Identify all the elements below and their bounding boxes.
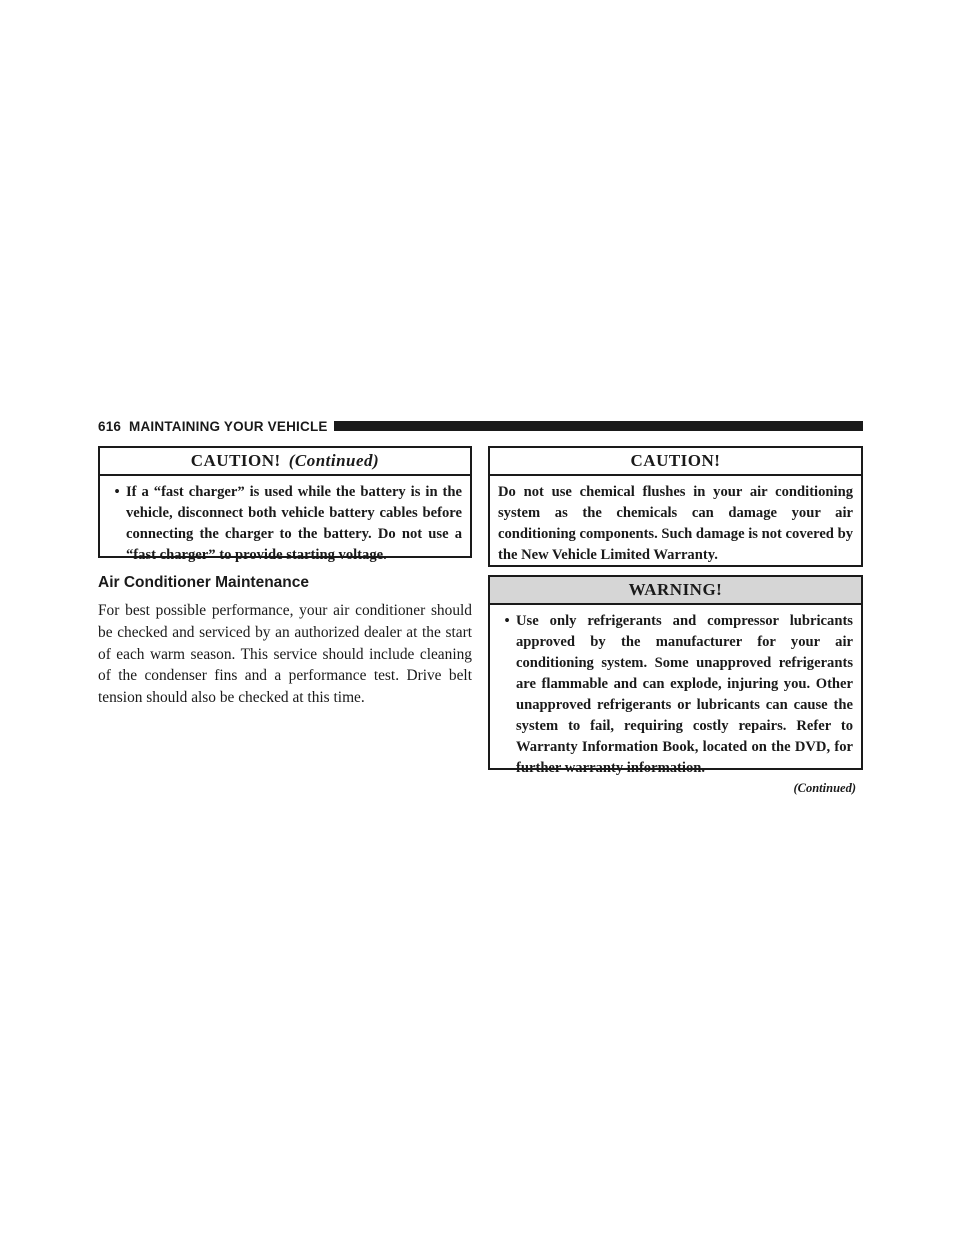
caution-box-text: Do not use chemical flushes in your air conditioning system as the chemicals can damage your air conditioning components. Such damage is not covered by the New Vehicle Limited Warranty. [498, 484, 853, 563]
warning-box [488, 575, 863, 776]
continued-label: (Continued) [288, 451, 380, 470]
caution-box-header [100, 448, 470, 476]
warning-box-header: WARNING! [490, 577, 861, 605]
section-title: MAINTAINING YOUR VEHICLE [129, 418, 328, 434]
body-paragraph: For best possible performance, your air conditioner should be checked and serviced by an authorized dealer at the start of each warm season. This service should include cleaning of the condenser fins and a performance test. Drive belt tension should also be checked at this time. [98, 602, 472, 707]
page-header-label [98, 419, 328, 434]
caution-box [488, 446, 863, 567]
header-rule [334, 421, 863, 431]
bullet-icon: • [114, 484, 120, 500]
section-heading: Air Conditioner Maintenance [98, 574, 309, 591]
bullet-item [108, 482, 462, 566]
page-header [98, 416, 863, 436]
warning-box-body [490, 605, 861, 787]
caution-box-body [100, 476, 470, 574]
bullet-text: Use only refrigerants and compressor lubricants approved by the manufacturer for your air conditioning system. Some unapproved refrigerants are flammable and can explode, injuring you. Other unapproved refrigerants or lubricants can cause the system to fail, requiring costly repairs. Refer to Warranty Information Book, located on the DVD, for further warranty information. [516, 613, 853, 776]
caution-box-header: CAUTION! [490, 448, 861, 476]
caution-box-continued [98, 446, 472, 563]
bullet-item [498, 611, 853, 779]
continued-note: (Continued) [793, 781, 856, 795]
bullet-text: If a “fast charger” is used while the battery is in the vehicle, disconnect both vehicle battery cables before connecting the charger to the battery. Do not use a “fast charger” to provide starting voltage. [126, 484, 462, 563]
bullet-icon: • [504, 613, 510, 629]
caution-title: CAUTION! [190, 451, 281, 470]
page-number: 616 [98, 418, 122, 434]
